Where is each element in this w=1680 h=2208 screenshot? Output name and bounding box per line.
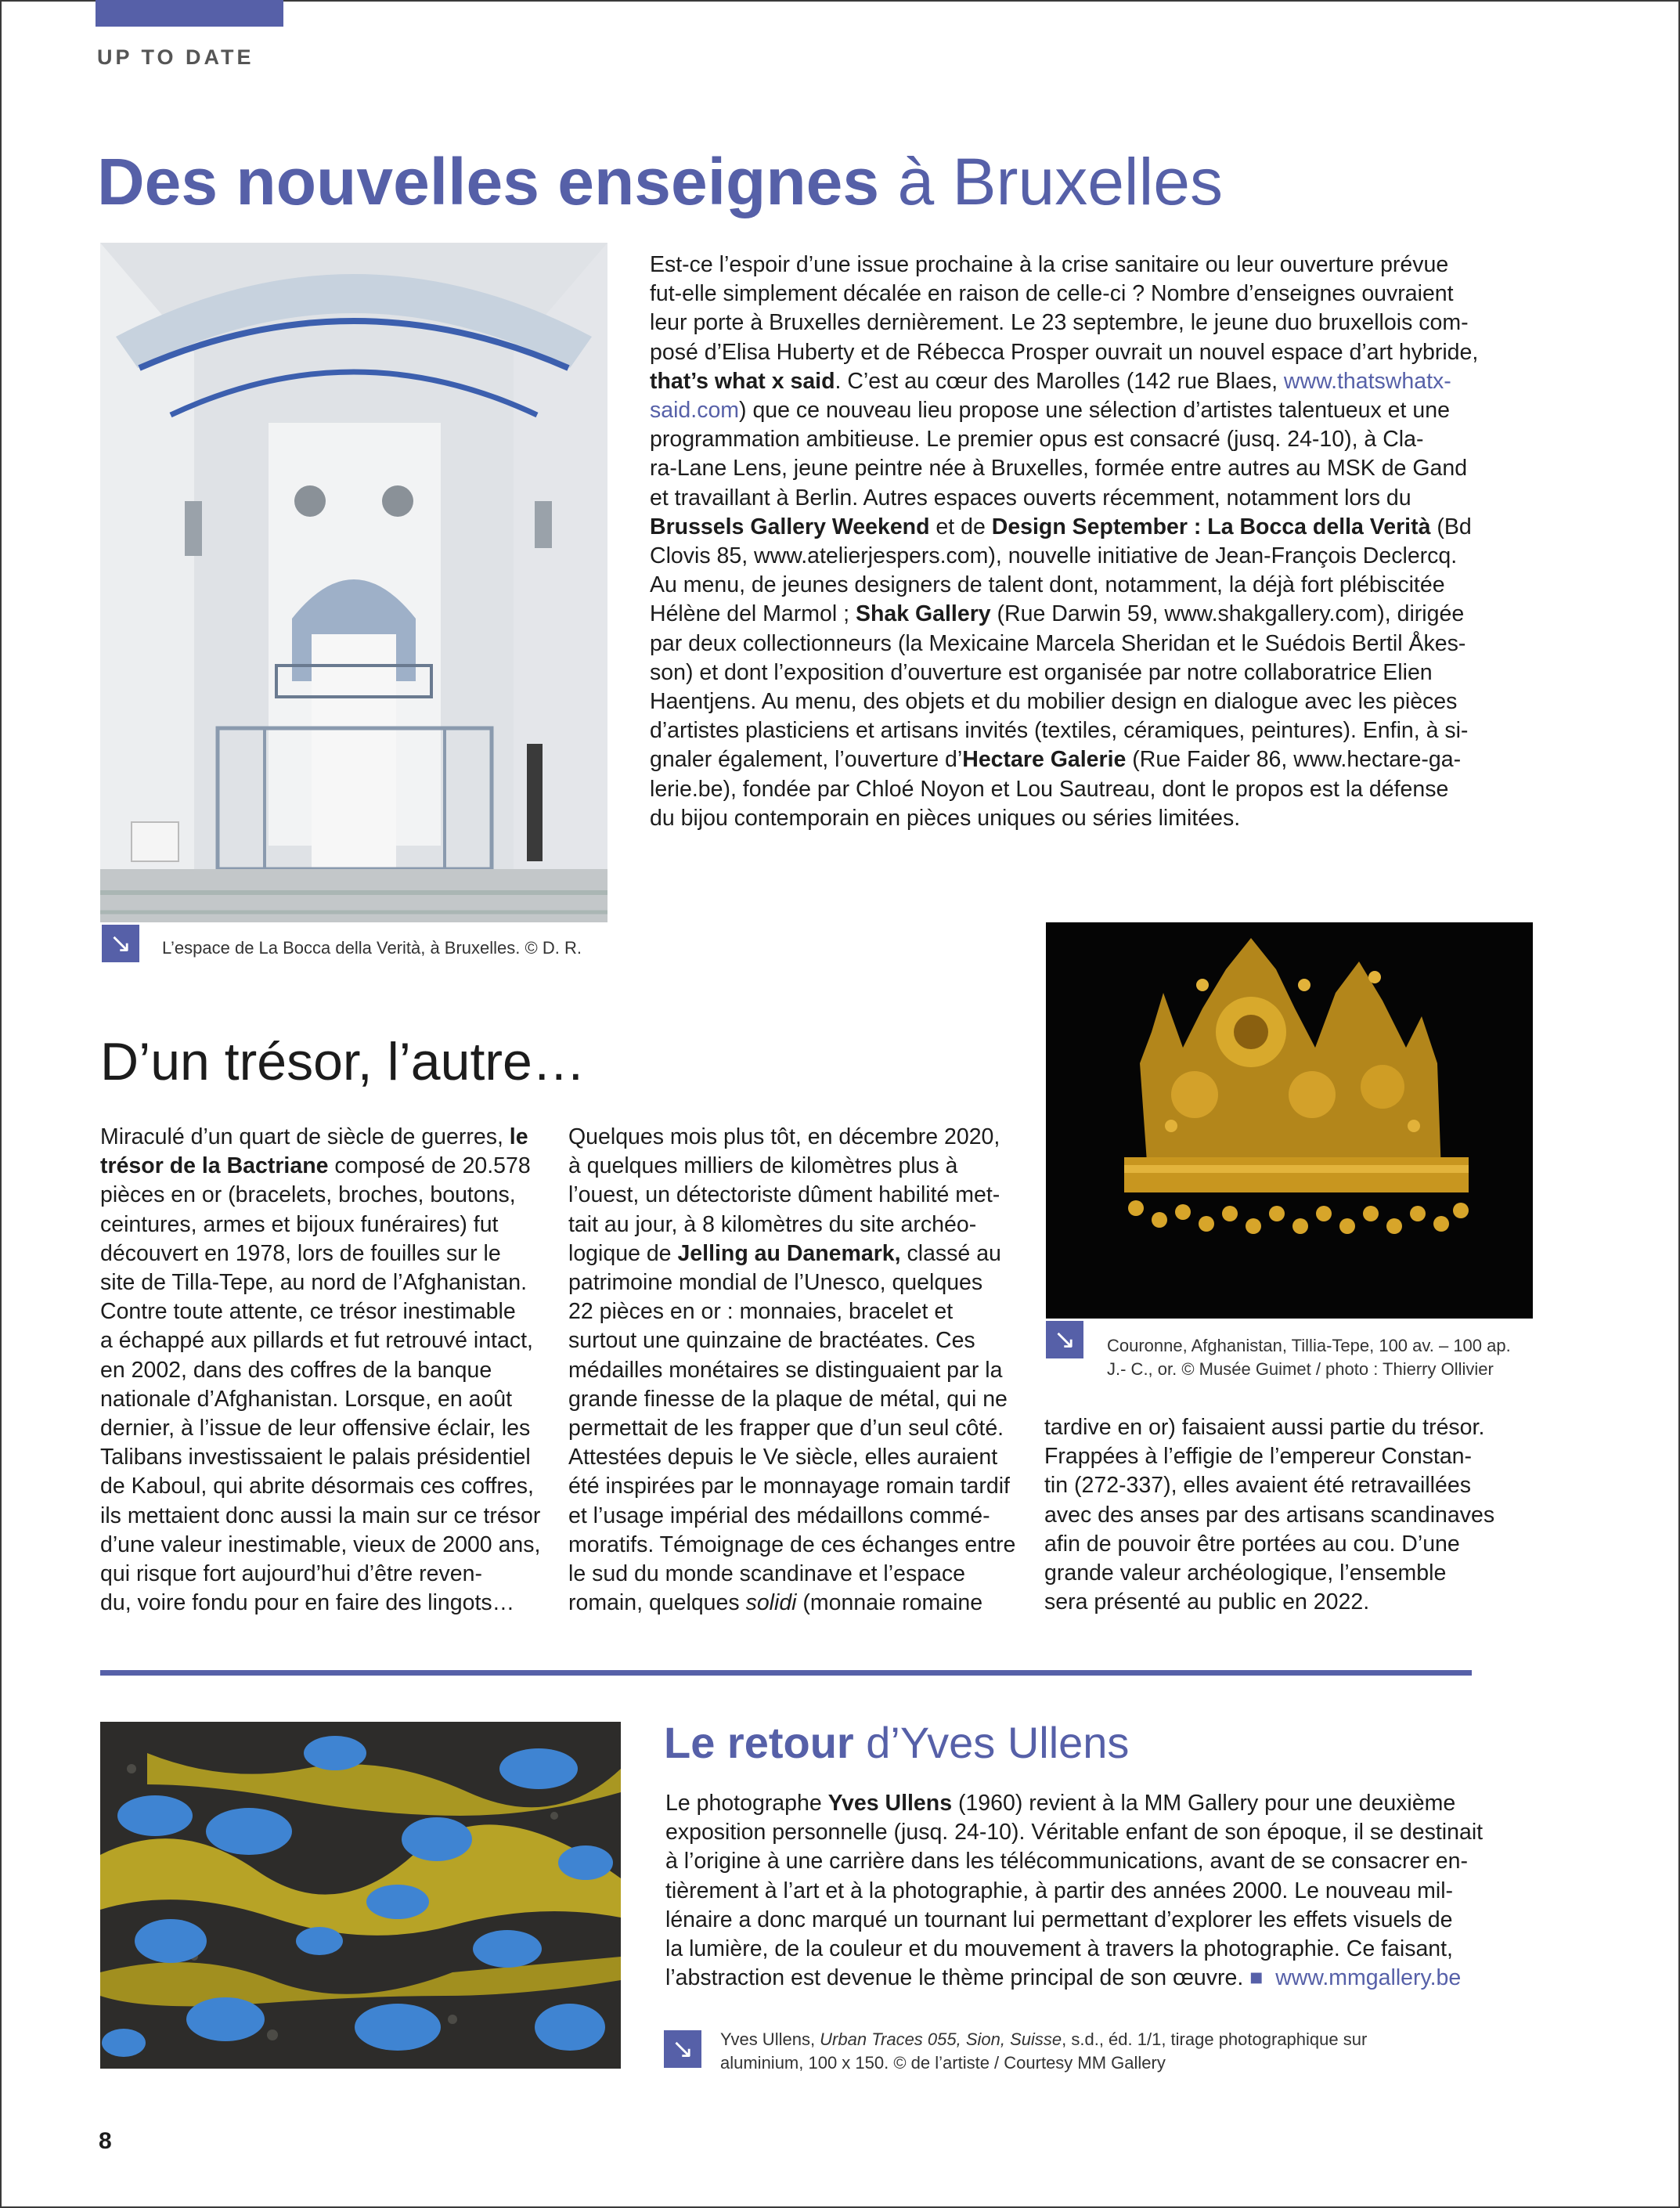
article1-body: Est-ce l’espoir d’une issue prochaine à la crise sanitaire ou leur ouverture prévue fut-elle simplement décalée en raison de celle-ci ? Nombre d’enseignes ouvraient leur porte à Bruxelles dernièrement. Le 23 septembre, le jeune duo bruxellois com- posé d’Elisa Huberty et de Rébecca Prosper ouvrait un nouvel espace d’art hybride, that’s what x said. C’est au cœur des Marolles (142 rue Blaes, www.thatswhatx- said.com) que ce nouveau lieu propose une sélection d’artistes talentueux et une programmation ambitieuse. Le premier opus est consacré (jusq. 24-10), à Cla- ra-Lane Lens, jeune peintre née à Bruxelles, formée entre autres au MSK de Gand et travaillant à Berlin. Autres espaces ouverts récemment, notamment lors du Brussels Gallery Weekend et de Design September : La Bocca della Verità (Bd Clovis 85, www.atelierjespers.com), nouvelle initiative de Jean-François Declercq. Au menu, de jeunes designers de talent dont, notamment, la déjà fort plébiscitée Hélène del Marmol ; Shak Gallery (Rue Darwin 59, www.shakgallery.com), dirigée par deux collectionneurs (la Mexicaine Marcela Sheridan et le Suédois Bertil Åkes- son) et dont l’exposition d’ouverture est organisée par notre collaboratrice Elien Haentjens. Au menu, des objets et du mobilier design en dialogue avec les pièces d’artistes plasticiens et artisans invités (textiles, céramiques, peintures). Enfin, à si- gnaler également, l’ouverture d’Hectare Galerie (Rue Faider 86, www.hectare-ga- lerie.be), fondée par Chloé Noyon et Lou Sautreau, dont le propos est la défense du bijou contemporain en pièces uniques ou séries limitées. (650, 252, 1479, 831)
arrow-down-right-icon: ↘ (664, 2030, 701, 2068)
arrow-down-right-icon: ↘ (1046, 1321, 1083, 1358)
article3-title-light: d’Yves Ullens (853, 1718, 1130, 1767)
bocca-caption: L’espace de La Bocca della Verità, à Bruxelles. © D. R. (162, 938, 582, 958)
square-bullet-icon: ■ (1249, 1965, 1264, 1991)
article1-title (97, 145, 1223, 218)
crown-photo (1046, 922, 1533, 1319)
arrow-down-right-icon: ↘ (102, 925, 139, 962)
article3-title (664, 1718, 1130, 1767)
article3-body: Le photographe Yves Ullens (1960) revient à la MM Gallery pour une deuxième exposition personnelle (jusq. 24-10). Véritable enfant de son époque, il se destinait à l’origine à une carrière dans les télécommunications, avant de se consacrer en- tièrement à l’art et à la photographie, à partir des années 2000. Le nouveau mil- lénaire a donc marqué un tournant lui permettant d’explorer les effets visuels de la lumière, de la couleur et du mouvement à travers la photographie. Ce faisant, l’abstraction est devenue le thème principal de son œuvre. ■ www.mmgallery.be (665, 1791, 1484, 1991)
thatswhatxsaid-link[interactable]: www.thatswhatx- (1283, 368, 1451, 394)
article2-title: D’un trésor, l’autre… (100, 1032, 586, 1091)
article2-col2: Quelques mois plus tôt, en décembre 2020, à quelques milliers de kilomètres plus à l’ouest, un détectoriste dûment habilité met- tait au jour, à 8 kilomètres du site archéo- logique de Jelling au Danemark, classé au patrimoine mondial de l’Unesco, quelques 22 pièces en or : monnaies, bracelet et surtout une quinzaine de bractéates. Ces médailles monétaires se distinguaient par la grande finesse de la plaque de métal, qui ne permettait de les frapper que d’un seul côté. Attestées depuis le Ve siècle, elles auraient été inspirées par le monnayage romain tardif et l’usage impérial des médaillons commé- moratifs. Témoignage de ces échanges entre le sud du monde scandinave et l’espace romain, quelques solidi (monnaie romaine (568, 1124, 1016, 1616)
thatswhatxsaid-link-cont[interactable]: said.com (650, 398, 740, 424)
article1-title-bold: Des nouvelles enseignes (97, 145, 880, 218)
mmgallery-link[interactable]: www.mmgallery.be (1275, 1965, 1462, 1991)
article3-title-bold: Le retour (664, 1718, 854, 1767)
article2-col1: Miraculé d’un quart de siècle de guerres, le trésor de la Bactriane composé de 20.578 pièces en or (bracelets, broches, boutons, ceintures, armes et bijoux funéraires) fut découvert en 1978, lors de fouilles sur le site de Tilla-Tepe, au nord de l’Afghanistan. Contre toute attente, ce trésor inestimable a échappé aux pillards et fut retrouvé intact, en 2002, dans des coffres de la banque nationale d’Afghanistan. Lorsque, en août dernier, à l’issue de leur offensive éclair, les Talibans investissaient le palais présidentiel de Kaboul, qui abrite désormais ces coffres, ils mettaient donc aussi la main sur ce trésor d’une valeur inestimable, vieux de 2000 ans, qui risque fort aujourd’hui d’être reven- du, voire fondu pour en faire des lingots… (100, 1124, 541, 1616)
urban-traces-caption: Yves Ullens, Urban Traces 055, Sion, Suisse, s.d., éd. 1/1, tirage photographique sur aluminium, 100 x 150. © de l’artiste / Courtesy MM Gallery (720, 2029, 1368, 2073)
article1-title-light: à Bruxelles (879, 145, 1223, 218)
bocca-photo (100, 243, 607, 922)
accent-bar (96, 0, 283, 27)
urban-traces-photo (100, 1722, 621, 2069)
page-number: 8 (99, 2128, 112, 2154)
thats-what-x-said: that’s what x said (650, 368, 835, 394)
article2-col3: tardive en or) faisaient aussi partie du trésor. Frappées à l’effigie de l’empereur Constan- tin (272-337), elles avaient été retravaillées avec des anses par des artisans scandinaves afin de pouvoir être portées au cou. D’une grande valeur archéologique, l’ensemble sera présenté au public en 2022. (1044, 1415, 1495, 1615)
section-divider (100, 1670, 1472, 1676)
section-label: UP TO DATE (97, 45, 254, 69)
crown-caption: Couronne, Afghanistan, Tillia-Tepe, 100 av. – 100 ap. J.- C., or. © Musée Guimet / photo : Thierry Ollivier (1107, 1336, 1511, 1379)
